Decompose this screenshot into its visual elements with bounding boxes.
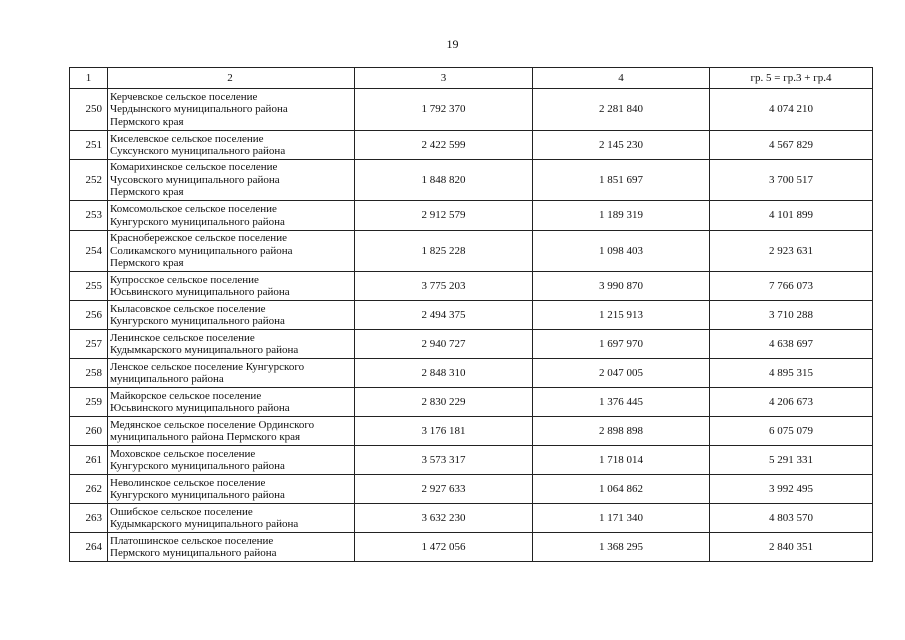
settlement-name [108,475,355,504]
value-c3: 3 632 230 [355,504,533,533]
value-c4: 1 376 445 [533,388,710,417]
value-c3: 1 472 056 [355,533,533,562]
value-c5: 4 803 570 [710,504,873,533]
row-number: 254 [70,231,108,272]
row-number: 262 [70,475,108,504]
settlement-name-line: Ленинское сельское поселение [110,331,255,344]
table-row [70,330,873,359]
table-row [70,89,873,131]
settlement-name-line: Ленское сельское поселение Кунгурского [110,360,305,373]
value-c4: 1 171 340 [533,504,710,533]
settlement-name [108,417,355,446]
value-c4: 1 064 862 [533,475,710,504]
row-number: 259 [70,388,108,417]
settlement-name-line: муниципального района [110,373,224,385]
settlement-name [108,301,355,330]
settlement-name-line: Кудымкарского муниципального района [110,344,299,356]
settlement-name-line: Неволинское сельское поселение [110,476,266,489]
value-c3: 3 176 181 [355,417,533,446]
table-row [70,131,873,160]
value-c4: 2 047 005 [533,359,710,388]
value-c3: 2 848 310 [355,359,533,388]
row-number: 257 [70,330,108,359]
settlement-name-line: Пермского края [110,257,184,270]
settlement-name-line: Купросское сельское поселение [110,273,259,286]
table-row [70,359,873,388]
value-c5: 7 766 073 [710,272,873,301]
page-number: 19 [446,37,459,51]
value-c3: 1 792 370 [355,89,533,131]
value-c3: 2 830 229 [355,388,533,417]
settlement-name [108,231,355,272]
value-c3: 2 912 579 [355,201,533,231]
row-number: 256 [70,301,108,330]
table-row [70,504,873,533]
value-c5: 2 840 351 [710,533,873,562]
value-c3: 1 825 228 [355,231,533,272]
settlement-name [108,446,355,475]
settlement-name-line: Кунгурского муниципального района [110,460,285,472]
settlement-name-line: Комсомольское сельское поселение [110,203,277,215]
header-col-2: 2 [108,68,355,89]
table-row [70,201,873,231]
settlement-name-line: Комарихинское сельское поселение [110,161,278,174]
settlement-name-line: Кудымкарского муниципального района [110,518,299,530]
value-c3: 3 775 203 [355,272,533,301]
value-c4: 2 898 898 [533,417,710,446]
row-number: 258 [70,359,108,388]
value-c5: 5 291 331 [710,446,873,475]
row-number: 263 [70,504,108,533]
settlement-name-line: Медянское сельское поселение Ординского [110,418,315,431]
value-c5: 3 992 495 [710,475,873,504]
settlement-name [108,272,355,301]
value-c3: 2 927 633 [355,475,533,504]
settlement-name-line: Керчевское сельское поселение [110,90,258,103]
budget-table [69,67,873,562]
settlement-name [108,160,355,201]
settlement-name-line: Чердынского муниципального района [110,103,288,116]
settlement-name-line: Соликамского муниципального района [110,244,293,257]
settlement-name [108,201,355,231]
settlement-name-line: Краснобережское сельское поселение [110,232,287,245]
settlement-name-line: Юсьвинского муниципального района [110,402,290,414]
settlement-name-line: Киселевское сельское поселение [110,132,264,145]
value-c4: 3 990 870 [533,272,710,301]
settlement-name-line: Кыласовское сельское поселение [110,302,266,315]
header-col-3: 3 [355,68,533,89]
table-row [70,272,873,301]
value-c3: 3 573 317 [355,446,533,475]
value-c5: 2 923 631 [710,231,873,272]
header-col-1: 1 [70,68,108,89]
table-row [70,388,873,417]
settlement-name-line: Майкорское сельское поселение [110,389,262,402]
settlement-name [108,330,355,359]
settlement-name [108,89,355,131]
settlement-name-line: Кунгурского муниципального района [110,315,285,327]
settlement-name-line: Ошибское сельское поселение [110,505,253,518]
value-c5: 3 710 288 [710,301,873,330]
row-number: 264 [70,533,108,562]
value-c3: 2 422 599 [355,131,533,160]
row-number: 255 [70,272,108,301]
row-number: 260 [70,417,108,446]
table-row [70,231,873,272]
table-row [70,533,873,562]
value-c5: 4 638 697 [710,330,873,359]
table-body [70,89,873,562]
settlement-name-line: Чусовского муниципального района [110,173,280,186]
settlement-name-line: Платошинское сельское поселение [110,534,274,547]
settlement-name-line: Кунгурского муниципального района [110,489,285,501]
settlement-name [108,504,355,533]
table-row [70,417,873,446]
settlement-name-line: Пермского муниципального района [110,547,277,559]
header-col-4: 4 [533,68,710,89]
settlement-name [108,388,355,417]
value-c4: 2 145 230 [533,131,710,160]
value-c4: 2 281 840 [533,89,710,131]
row-number: 261 [70,446,108,475]
value-c5: 4 101 899 [710,201,873,231]
table-row [70,160,873,201]
row-number: 251 [70,131,108,160]
settlement-name-line: Кунгурского муниципального района [110,215,285,228]
value-c4: 1 368 295 [533,533,710,562]
settlement-name-line: Пермского края [110,115,184,128]
row-number: 253 [70,201,108,231]
table-row [70,301,873,330]
settlement-name-line: муниципального района Пермского края [110,431,301,443]
value-c4: 1 697 970 [533,330,710,359]
row-number: 250 [70,89,108,131]
header-col-5: гр. 5 = гр.3 + гр.4 [710,68,873,89]
settlement-name-line: Пермского края [110,186,184,199]
value-c3: 2 494 375 [355,301,533,330]
value-c5: 4 074 210 [710,89,873,131]
settlement-name-line: Суксунского муниципального района [110,145,286,157]
row-number: 252 [70,160,108,201]
settlement-name [108,131,355,160]
value-c5: 4 206 673 [710,388,873,417]
table-row [70,475,873,504]
settlement-name-line: Моховское сельское поселение [110,447,256,460]
value-c4: 1 851 697 [533,160,710,201]
table-header-row [70,68,873,89]
settlement-name [108,359,355,388]
settlement-name-line: Юсьвинского муниципального района [110,286,290,298]
value-c4: 1 189 319 [533,201,710,231]
table-row [70,446,873,475]
value-c4: 1 718 014 [533,446,710,475]
value-c4: 1 098 403 [533,231,710,272]
value-c5: 3 700 517 [710,160,873,201]
value-c5: 4 895 315 [710,359,873,388]
value-c5: 4 567 829 [710,131,873,160]
value-c4: 1 215 913 [533,301,710,330]
settlement-name [108,533,355,562]
value-c5: 6 075 079 [710,417,873,446]
value-c3: 1 848 820 [355,160,533,201]
value-c3: 2 940 727 [355,330,533,359]
